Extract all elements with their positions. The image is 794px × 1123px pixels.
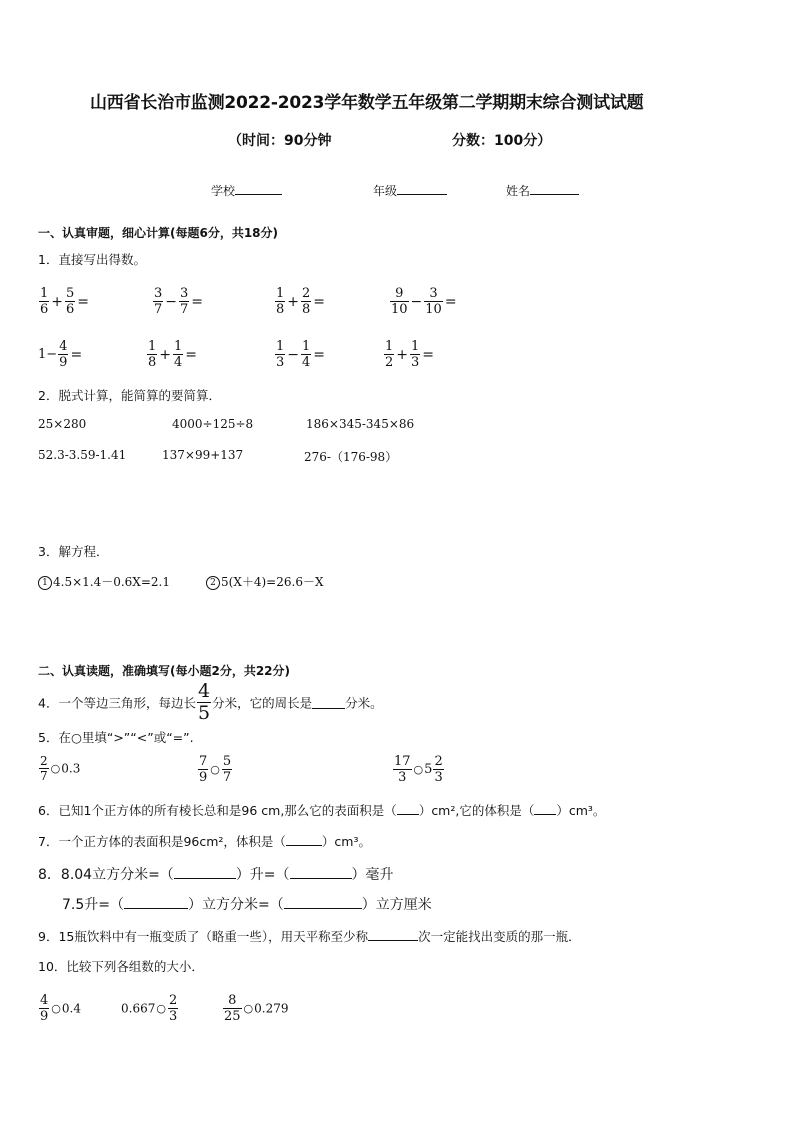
answer-blank[interactable] <box>397 802 419 815</box>
q1-item-1: $\frac{1}{6}$ + $\frac{5}{6}$ = <box>40 286 90 317</box>
q3-text: 3．解方程． <box>38 544 109 559</box>
compare-circle[interactable]: ○ <box>210 763 220 776</box>
grade-label: 年级 <box>373 184 398 198</box>
q7: 7．一个正方体的表面积是96cm²，体积是（ ）cm³。 <box>38 834 371 849</box>
fraction: $\frac{8}{25}$ <box>224 993 241 1024</box>
school-blank[interactable] <box>235 182 282 195</box>
fraction: $\frac{1}{4}$ <box>302 339 311 370</box>
compare-circle[interactable]: ○ <box>243 1002 254 1015</box>
answer-blank[interactable] <box>286 833 322 846</box>
q2-expr: 137×99+137 <box>162 448 244 462</box>
q2-text: 2．脱式计算，能简算的要简算． <box>38 388 221 403</box>
q6: 6．已知1个正方体的所有棱长总和是96 cm,那么它的表面积是（ ）cm²,它的体积是（ ）cm³。 <box>38 803 606 818</box>
q10-compare-3: $\frac{8}{25}$ ○0.279 <box>224 993 289 1024</box>
fraction: $\frac{3}{7}$ <box>180 286 189 317</box>
q1-item-3: $\frac{1}{8}$ + $\frac{2}{8}$ = <box>276 286 326 317</box>
answer-blank[interactable] <box>312 696 345 709</box>
score-label: 分数：100分） <box>452 133 552 149</box>
compare-circle[interactable]: ○ <box>51 1002 61 1015</box>
q2-expr: 52.3-3.59-1.41 <box>38 448 127 462</box>
q10-text: 10．比较下列各组数的大小． <box>38 959 204 974</box>
q2-expr: 276-（176-98） <box>304 450 398 464</box>
fraction: $\frac{1}{8}$ <box>148 339 157 370</box>
fraction: $\frac{5}{6}$ <box>66 286 75 317</box>
school-label: 学校 <box>211 184 236 198</box>
fraction: $\frac{1}{8}$ <box>276 286 285 317</box>
page-title: 山西省长治市监测2022-2023学年数学五年级第二学期期末综合测试试题 <box>90 93 644 113</box>
q2-expr: 186×345-345×86 <box>306 417 415 431</box>
answer-blank[interactable] <box>368 928 418 941</box>
fraction: $\frac{1}{6}$ <box>40 286 49 317</box>
section1-heading: 一、认真审题，细心计算(每题6分，共18分) <box>38 226 279 240</box>
answer-blank[interactable] <box>284 896 362 909</box>
q3-equation-2: 2 5(X＋4)=26.6－X <box>206 573 324 590</box>
q1-item-7: $\frac{1}{3}$ − $\frac{1}{4}$ = <box>276 339 326 370</box>
fraction: $\frac{7}{9}$ <box>199 754 208 785</box>
q1-text: 1．直接写出得数。 <box>38 252 146 267</box>
q2-expr: 25×280 <box>38 417 87 431</box>
q2-expr: 4000÷125÷8 <box>172 417 254 431</box>
answer-blank[interactable] <box>290 866 352 879</box>
fraction: $\frac{5}{7}$ <box>222 754 232 785</box>
section2-heading: 二、认真读题，准确填写(每小题2分，共22分) <box>38 664 291 678</box>
circled-number: 2 <box>206 576 220 590</box>
q1-item-8: $\frac{1}{2}$ + $\frac{1}{3}$ = <box>385 339 435 370</box>
name-field <box>506 182 579 199</box>
fraction: $\frac{3}{7}$ <box>154 286 163 317</box>
fraction: $\frac{9}{10}$ <box>391 286 408 317</box>
name-blank[interactable] <box>530 182 579 195</box>
q1-item-6: $\frac{1}{8}$ + $\frac{1}{4}$ = <box>148 339 198 370</box>
q1-item-5: 1− $\frac{4}{9}$ = <box>38 339 83 370</box>
fraction: $\frac{17}{3}$ <box>394 754 411 785</box>
q4: 4．一个等边三角形，每边长 $\frac{4}{5}$ 分米，它的周长是 分米。 <box>38 680 383 724</box>
q9: 9．15瓶饮料中有一瓶变质了（略重一些），用天平称至少称 次一定能找出变质的那一瓶． <box>38 929 581 944</box>
q1-item-4: $\frac{9}{10}$ − $\frac{3}{10}$ = <box>391 286 457 317</box>
grade-field <box>373 182 447 199</box>
grade-blank[interactable] <box>397 182 447 195</box>
fraction: $\frac{3}{10}$ <box>425 286 442 317</box>
fraction: $\frac{2}{8}$ <box>302 286 311 317</box>
q10-compare-2: 0.667○ $\frac{2}{3}$ <box>121 993 178 1024</box>
fraction: $\frac{1}{2}$ <box>385 339 394 370</box>
q5-text: 5．在○里填“>”“<”或“=”. <box>38 730 194 745</box>
time-label: （时间：90分钟 <box>228 133 332 149</box>
q8-line-2: 7.5升=（ ）立方分米=（ ）立方厘米 <box>62 897 432 913</box>
compare-circle[interactable]: ○ <box>50 762 61 775</box>
fraction: $\frac{2}{3}$ <box>434 754 443 785</box>
q5-compare-3: $\frac{17}{3}$ ○5 $\frac{2}{3}$ <box>394 754 443 785</box>
fraction: $\frac{4}{9}$ <box>59 339 68 370</box>
q5-compare-2 <box>197 754 233 785</box>
compare-circle[interactable]: ○ <box>156 1002 166 1015</box>
fraction: $\frac{2}{7}$ <box>40 754 48 783</box>
compare-circle[interactable]: ○ <box>413 763 424 776</box>
answer-blank[interactable] <box>174 866 236 879</box>
fraction: $\frac{1}{4}$ <box>174 339 183 370</box>
q8-line-1: 8．8.04立方分米=（ ）升=（ ）毫升 <box>38 867 394 883</box>
name-label: 姓名 <box>506 184 531 198</box>
q5-compare-1: $\frac{2}{7}$ ○0.3 <box>40 754 81 783</box>
fraction: $\frac{2}{3}$ <box>168 993 178 1024</box>
q1-item-2: $\frac{3}{7}$ − $\frac{3}{7}$ = <box>154 286 204 317</box>
answer-blank[interactable] <box>534 802 556 815</box>
fraction: $\frac{4}{9}$ <box>40 993 49 1024</box>
q10-compare-1: $\frac{4}{9}$ ○0.4 <box>40 993 81 1024</box>
answer-blank[interactable] <box>124 896 188 909</box>
fraction: $\frac{1}{3}$ <box>411 339 420 370</box>
circled-number: 1 <box>38 576 52 590</box>
q3-equation-1: 1 4.5×1.4－0.6X=2.1 <box>38 573 170 590</box>
fraction: $\frac{1}{3}$ <box>276 339 285 370</box>
fraction: $\frac{4}{5}$ <box>197 680 211 724</box>
school-field <box>211 182 282 199</box>
